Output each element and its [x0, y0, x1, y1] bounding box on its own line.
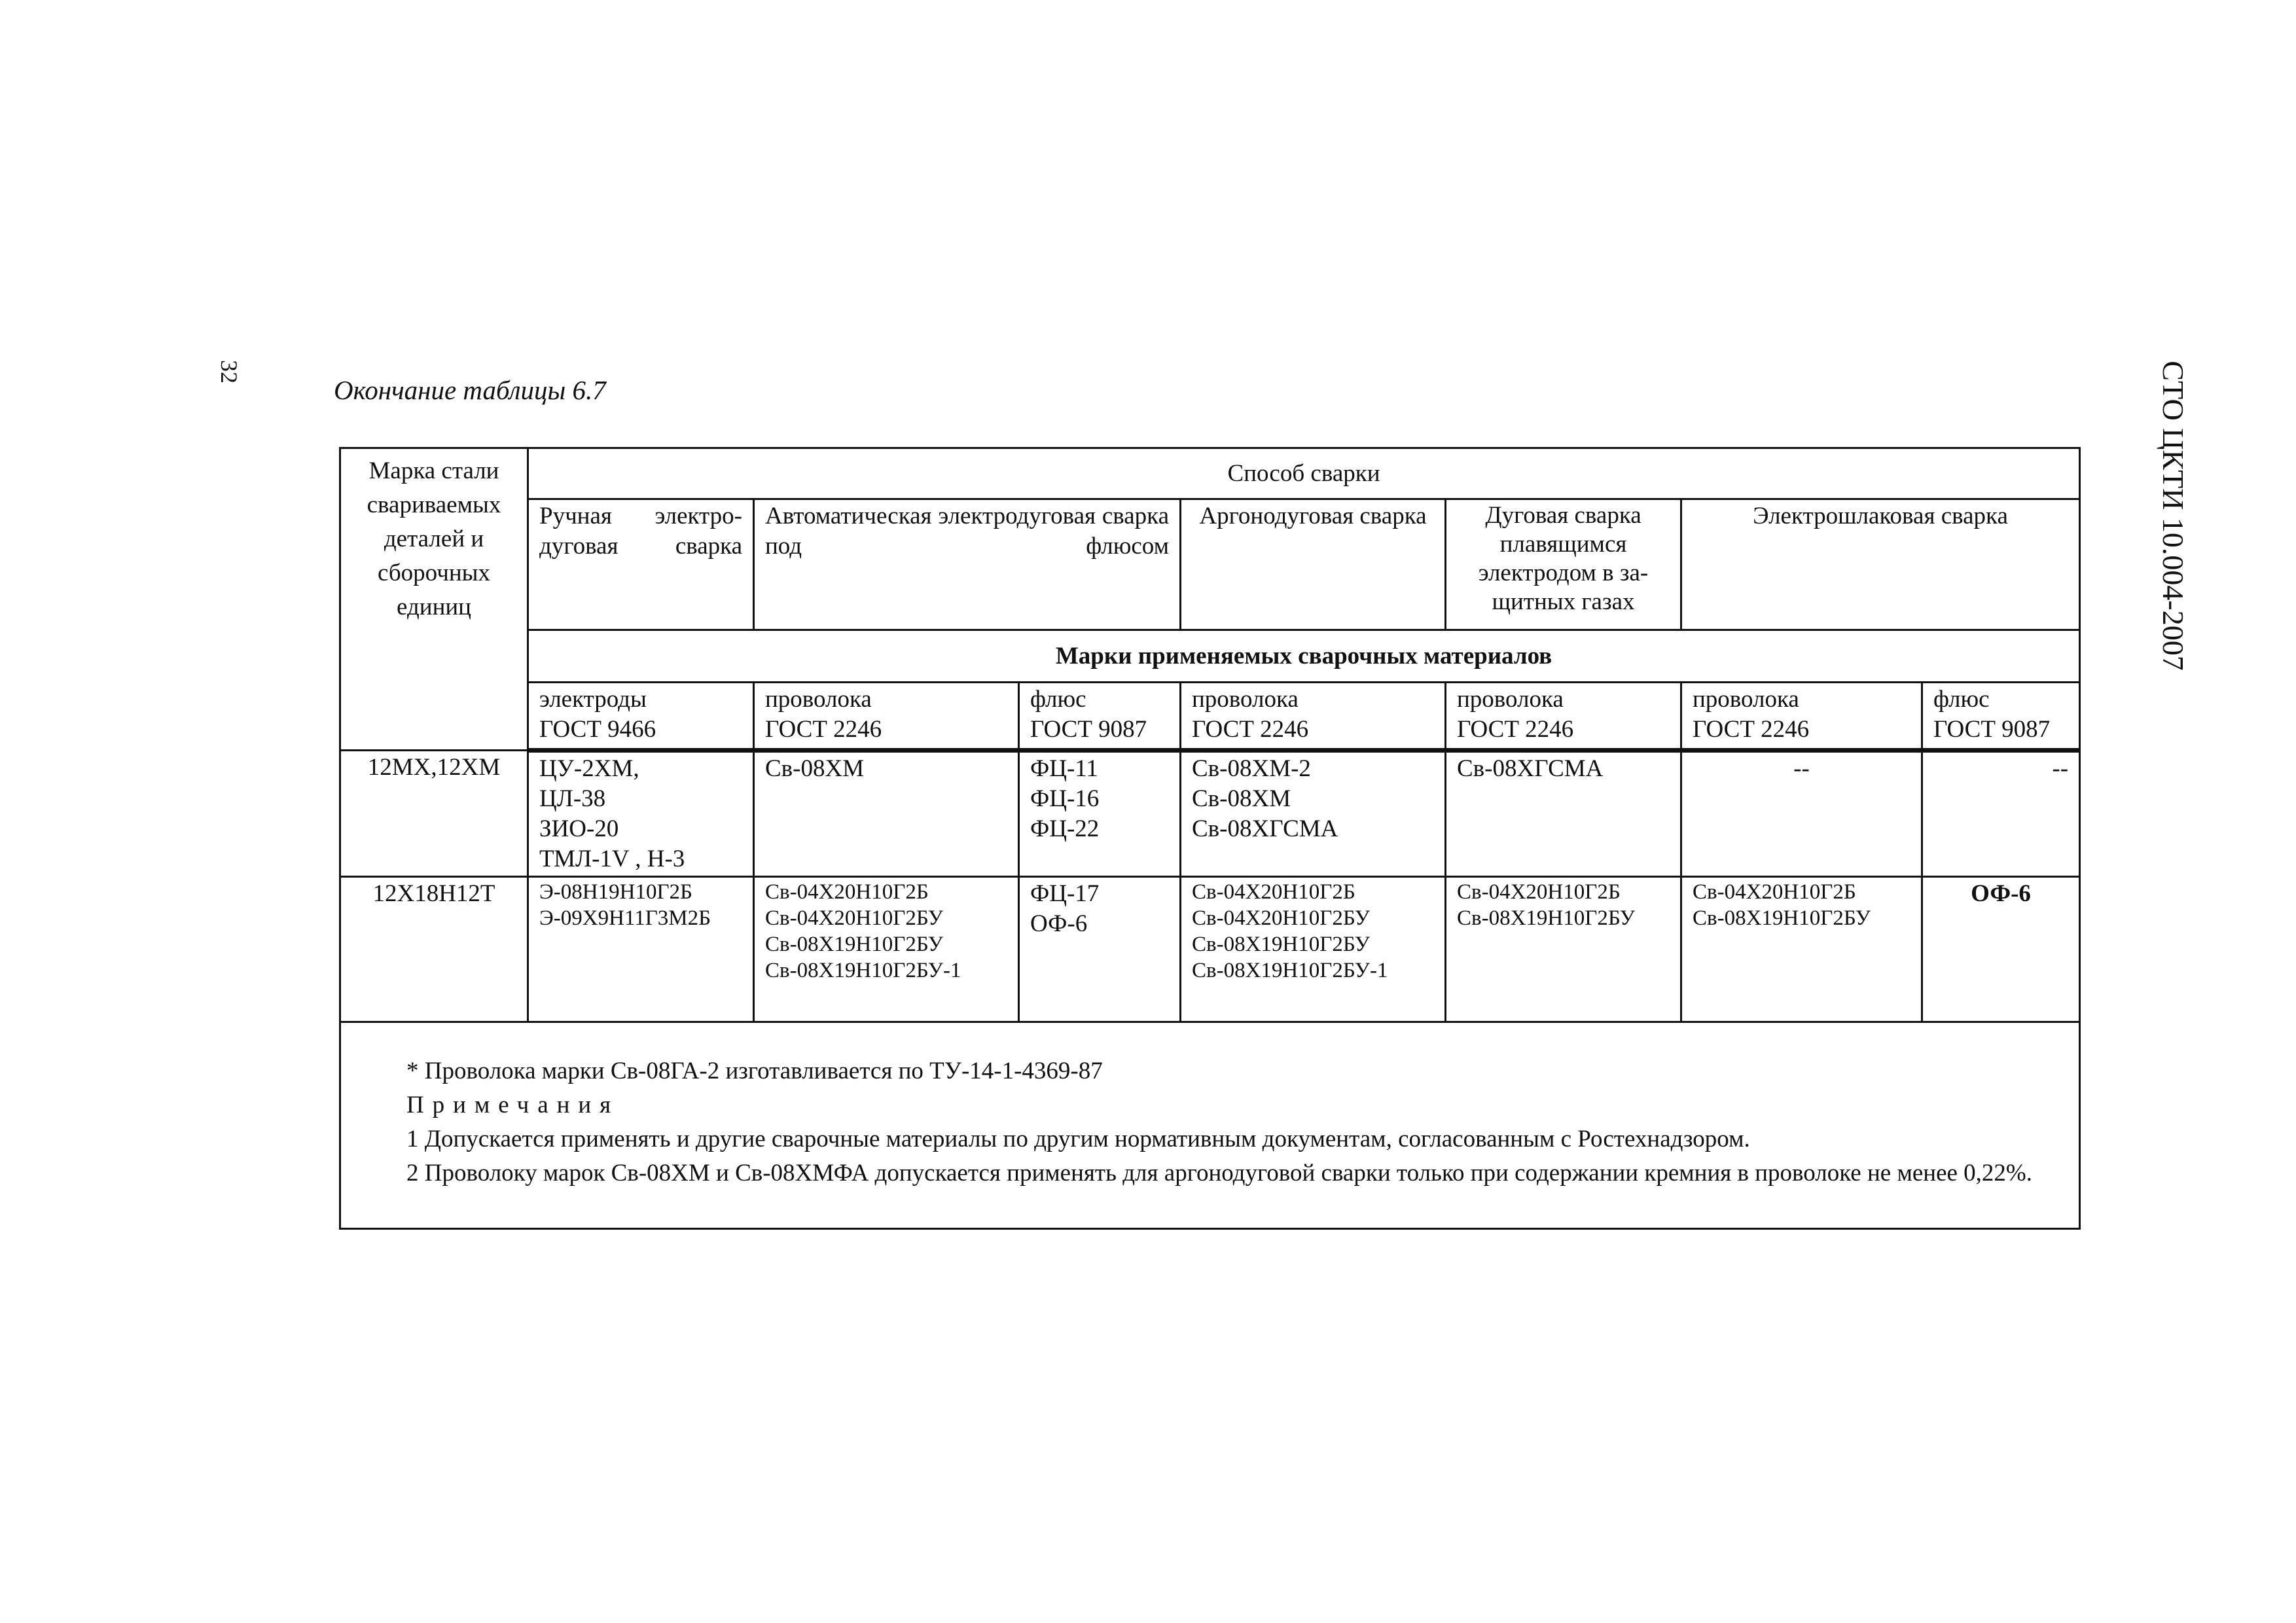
table-cell: -- — [1681, 751, 1922, 877]
table-cell: Св-04Х20Н10Г2Б Св-08Х19Н10Г2БУ — [1681, 877, 1922, 1022]
table-cell: Св-04Х20Н10Г2Б Св-04Х20Н10Г2БУ Св-08Х19Н10Г2БУ Св-08Х19Н10Г2БУ-1 — [1181, 877, 1446, 1022]
table-cell: ЦУ-2ХМ, ЦЛ-38 ЗИО-20 ТМЛ-1V , Н-3 — [528, 751, 754, 877]
steel-grade-header: Марка стали свариваемых деталей и сборочных единиц — [340, 448, 528, 751]
table-cell: Св-08ХМ-2 Св-08ХМ Св-08ХГСМА — [1181, 751, 1446, 877]
method-header-row — [340, 448, 2080, 499]
method-submerged-arc: Автоматическая электродуговая сварка под флюсом — [754, 499, 1181, 630]
note-item: 2 Проволоку марок Св-08ХМ и Св-08ХМФА допускается применять для аргонодуговой сварки только при содержании кремния в проволоке не менее 0,22%. — [406, 1160, 2033, 1186]
material-types-row — [340, 683, 2080, 751]
method-argon-arc: Аргонодуговая сварка — [1181, 499, 1446, 630]
material-type-cell: проволока ГОСТ 2246 — [1446, 683, 1681, 751]
footnote: * Проволока марки Св-08ГА-2 изготавливается по ТУ-14-1-4369-87 — [406, 1058, 1103, 1084]
notes-title: Примечания — [406, 1092, 620, 1118]
material-type-cell: электроды ГОСТ 9466 — [528, 683, 754, 751]
method-gas-shielded: Дуговая сварка плавящимся электродом в за-щитных газах — [1446, 499, 1681, 630]
material-type-cell: проволока ГОСТ 2246 — [754, 683, 1019, 751]
table-cell: ФЦ-11 ФЦ-16 ФЦ-22 — [1019, 751, 1181, 877]
table-cell: Э-08Н19Н10Г2Б Э-09Х9Н11Г3М2Б — [528, 877, 754, 1022]
note-item: 1 Допускается применять и другие сварочные материалы по другим нормативным документам, согласованным с Ростехнадзором. — [406, 1126, 1750, 1152]
method-manual-arc: Ручная электро-дуговая сварка — [528, 499, 754, 630]
material-type-cell: флюс ГОСТ 9087 — [1019, 683, 1181, 751]
materials-header: Марки применяемых сварочных материалов — [528, 630, 2080, 683]
table-cell: -- — [1922, 751, 2080, 877]
method-electroslag: Электрошлаковая сварка — [1681, 499, 2080, 630]
materials-header-row — [340, 630, 2080, 683]
table-cell: ОФ-6 — [1922, 877, 2080, 1022]
steel-grade-cell: 12МХ,12ХМ — [340, 751, 528, 877]
page-number: 32 — [216, 360, 242, 383]
welding-method-header: Способ сварки — [528, 448, 2080, 499]
steel-grade-cell: 12Х18Н12Т — [340, 877, 528, 1022]
material-type-cell: проволока ГОСТ 2246 — [1681, 683, 1922, 751]
table-cell: Св-04Х20Н10Г2Б Св-08Х19Н10Г2БУ — [1446, 877, 1681, 1022]
table-cell: Св-08ХГСМА — [1446, 751, 1681, 877]
table-cell: ФЦ-17 ОФ-6 — [1019, 877, 1181, 1022]
table-caption: Окончание таблицы 6.7 — [334, 375, 606, 405]
notes-cell — [340, 1022, 2080, 1229]
methods-row — [340, 499, 2080, 630]
material-type-cell: флюс ГОСТ 9087 — [1922, 683, 2080, 751]
notes-row — [340, 1022, 2080, 1229]
material-type-cell: проволока ГОСТ 2246 — [1181, 683, 1446, 751]
table-cell: Св-04Х20Н10Г2Б Св-04Х20Н10Г2БУ Св-08Х19Н10Г2БУ Св-08Х19Н10Г2БУ-1 — [754, 877, 1019, 1022]
table-row — [340, 751, 2080, 877]
welding-materials-table — [339, 447, 2081, 1230]
table-row — [340, 877, 2080, 1022]
table-cell: Св-08ХМ — [754, 751, 1019, 877]
document-code: СТО ЦКТИ 10.004-2007 — [2157, 361, 2190, 671]
